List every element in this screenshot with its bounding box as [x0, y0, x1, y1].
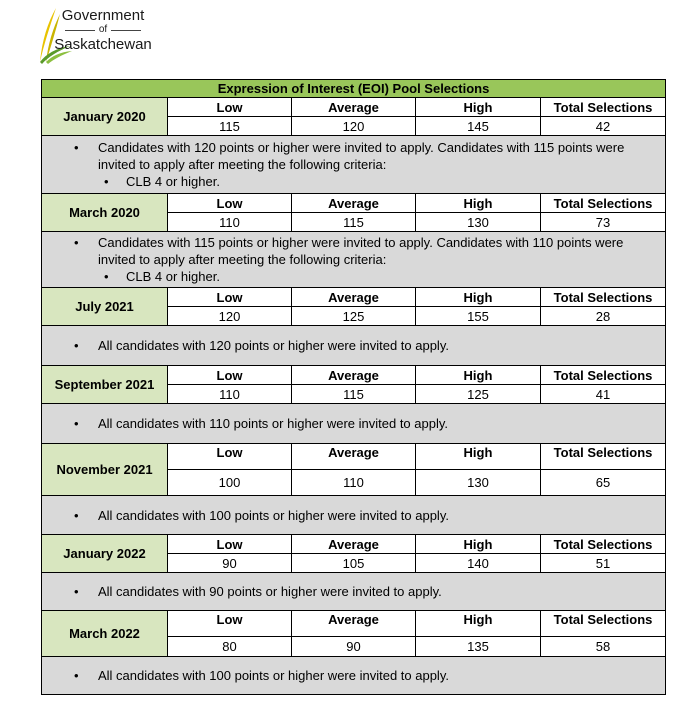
- col-header-high: High: [416, 98, 541, 117]
- col-header-high: High: [416, 444, 541, 470]
- col-header-total: Total Selections: [541, 98, 666, 117]
- average-value: 105: [292, 554, 416, 573]
- col-header-total: Total Selections: [541, 444, 666, 470]
- high-value: 140: [416, 554, 541, 573]
- month-cell: September 2021: [42, 366, 168, 404]
- total-value: 41: [541, 385, 666, 404]
- col-header-average: Average: [292, 366, 416, 385]
- table-title: Expression of Interest (EOI) Pool Selections: [42, 80, 666, 98]
- col-header-average: Average: [292, 288, 416, 307]
- low-value: 115: [168, 117, 292, 136]
- col-header-total: Total Selections: [541, 366, 666, 385]
- col-header-high: High: [416, 611, 541, 637]
- low-value: 110: [168, 385, 292, 404]
- average-value: 115: [292, 213, 416, 232]
- col-header-low: Low: [168, 366, 292, 385]
- col-header-high: High: [416, 194, 541, 213]
- col-header-low: Low: [168, 194, 292, 213]
- logo-line-2: of: [98, 24, 108, 35]
- col-header-high: High: [416, 366, 541, 385]
- note-cell: [42, 573, 666, 611]
- col-header-total: Total Selections: [541, 535, 666, 554]
- note-cell: [42, 657, 666, 695]
- col-header-average: Average: [292, 611, 416, 637]
- low-value: 90: [168, 554, 292, 573]
- col-header-low: Low: [168, 611, 292, 637]
- note-cell: [42, 496, 666, 535]
- month-cell: March 2022: [42, 611, 168, 657]
- col-header-average: Average: [292, 98, 416, 117]
- col-header-high: High: [416, 535, 541, 554]
- total-value: 42: [541, 117, 666, 136]
- total-value: 58: [541, 637, 666, 657]
- col-header-average: Average: [292, 194, 416, 213]
- note-text: • All candidates with 120 points or higher were invited to apply.: [42, 337, 665, 354]
- col-header-total: Total Selections: [541, 194, 666, 213]
- logo-line-3: Saskatchewan: [54, 36, 152, 53]
- month-cell: March 2020: [42, 194, 168, 232]
- col-header-low: Low: [168, 444, 292, 470]
- eoi-selections-table: [41, 79, 666, 695]
- col-header-high: High: [416, 288, 541, 307]
- sub-note-text: • CLB 4 or higher.: [42, 268, 665, 285]
- high-value: 130: [416, 470, 541, 496]
- high-value: 155: [416, 307, 541, 326]
- month-cell: July 2021: [42, 288, 168, 326]
- col-header-low: Low: [168, 535, 292, 554]
- sub-note-text: • CLB 4 or higher.: [42, 173, 665, 190]
- government-logo-text: [53, 7, 153, 53]
- low-value: 100: [168, 470, 292, 496]
- high-value: 125: [416, 385, 541, 404]
- month-cell: November 2021: [42, 444, 168, 496]
- note-text: • All candidates with 110 points or higher were invited to apply.: [42, 415, 665, 432]
- note-cell: [42, 136, 666, 194]
- month-cell: January 2020: [42, 98, 168, 136]
- note-text: • All candidates with 100 points or higher were invited to apply.: [42, 667, 665, 684]
- col-header-low: Low: [168, 98, 292, 117]
- average-value: 125: [292, 307, 416, 326]
- col-header-average: Average: [292, 535, 416, 554]
- high-value: 130: [416, 213, 541, 232]
- logo-line-1: Government: [61, 7, 145, 24]
- note-cell: [42, 232, 666, 288]
- total-value: 65: [541, 470, 666, 496]
- average-value: 90: [292, 637, 416, 657]
- average-value: 115: [292, 385, 416, 404]
- col-header-total: Total Selections: [541, 288, 666, 307]
- note-text: • Candidates with 120 points or higher were invited to apply. Candidates with 115 points were invited to apply after meeting the following criteria:: [42, 139, 665, 173]
- low-value: 110: [168, 213, 292, 232]
- col-header-total: Total Selections: [541, 611, 666, 637]
- high-value: 145: [416, 117, 541, 136]
- high-value: 135: [416, 637, 541, 657]
- low-value: 80: [168, 637, 292, 657]
- col-header-average: Average: [292, 444, 416, 470]
- average-value: 120: [292, 117, 416, 136]
- note-cell: [42, 326, 666, 366]
- note-text: • All candidates with 100 points or higher were invited to apply.: [42, 507, 665, 524]
- note-cell: [42, 404, 666, 444]
- low-value: 120: [168, 307, 292, 326]
- note-text: • All candidates with 90 points or higher were invited to apply.: [42, 583, 665, 600]
- total-value: 73: [541, 213, 666, 232]
- month-cell: January 2022: [42, 535, 168, 573]
- note-text: • Candidates with 115 points or higher were invited to apply. Candidates with 110 points were invited to apply after meeting the following criteria:: [42, 234, 665, 268]
- average-value: 110: [292, 470, 416, 496]
- col-header-low: Low: [168, 288, 292, 307]
- total-value: 28: [541, 307, 666, 326]
- total-value: 51: [541, 554, 666, 573]
